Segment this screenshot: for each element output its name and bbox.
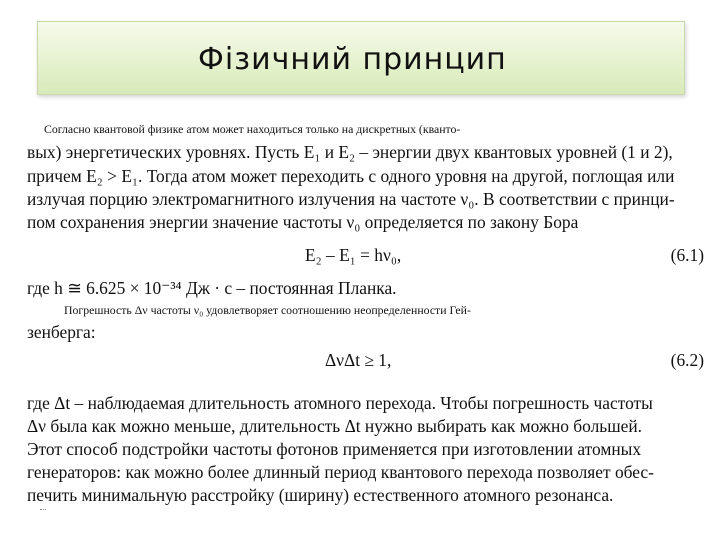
- text-line-5: пом сохранения энергии значение частоты ν₀ определяется по закону Бора: [27, 212, 579, 232]
- text-line-13: печить минимальную расстройку (ширину) естественного атомного резонанса.: [27, 485, 614, 505]
- text-line-1: Согласно квантовой физике атом может находиться только на дискретных (кванто-: [44, 122, 461, 136]
- text-line-2: вых) энергетических уровнях. Пусть E₁ и E₂ – энергии двух квантовых уровней (1 и 2),: [27, 142, 673, 162]
- cropped-text-fragment: [40, 505, 46, 510]
- text-line-11: Этот способ подстройки частоты фотонов применяется при изготовлении атомных: [27, 439, 642, 459]
- slide-title: Фізичний принцип: [198, 42, 507, 77]
- text-line-3: причем E₂ > E₁. Тогда атом может переходить с одного уровня на другой, поглощая или: [27, 166, 675, 186]
- text-line-7: Погрешность Δν частоты ν₀ удовлетворяет соотношению неопределенности Гей-: [64, 303, 471, 317]
- equation-number-6-2: (6.2): [670, 350, 704, 370]
- text-line-12: генераторов: как можно более длинный период квантового перехода позволяет обес-: [27, 462, 654, 482]
- text-line-8: зенберга:: [27, 322, 96, 342]
- equation-6-2: ΔνΔt ≥ 1,: [325, 350, 392, 370]
- text-line-9: где Δt – наблюдаемая длительность атомного перехода. Чтобы погрешность частоты: [27, 393, 653, 413]
- title-banner: [37, 21, 685, 95]
- text-line-4: излучая порцию электромагнитного излучения на частоте ν₀. В соответствии с принци-: [27, 189, 675, 209]
- text-line-6: где h ≅ 6.625 × 10⁻³⁴ Дж · с – постоянная Планка.: [27, 278, 397, 298]
- equation-6-1: E₂ – E₁ = hν₀,: [305, 245, 402, 265]
- equation-number-6-1: (6.1): [670, 245, 704, 265]
- text-line-10: Δν была как можно меньше, длительность Δt нужно выбирать как можно большей.: [27, 416, 642, 436]
